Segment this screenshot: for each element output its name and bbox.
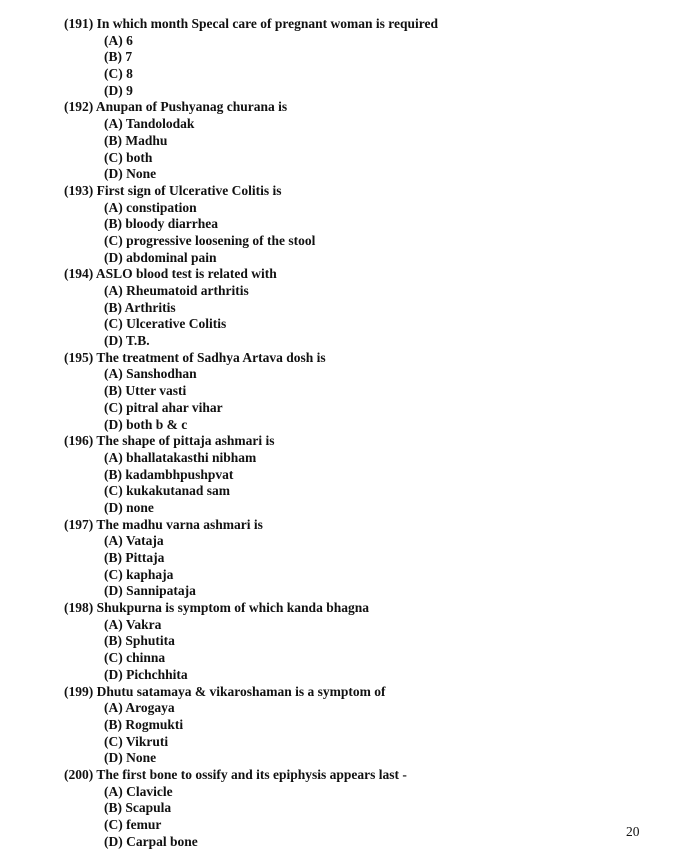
option-b: (B) bloody diarrhea	[104, 216, 219, 232]
question-text: (195) The treatment of Sadhya Artava dosh is	[64, 349, 326, 365]
option-d: (D) T.B.	[104, 333, 150, 349]
question-text: (196) The shape of pittaja ashmari is	[64, 433, 275, 449]
question-191	[64, 16, 664, 99]
question-text: (193) First sign of Ulcerative Colitis is	[64, 182, 282, 198]
option-list	[64, 116, 664, 183]
option-c: (C) both	[104, 149, 153, 165]
question-192	[64, 99, 664, 182]
option-b: (B) Sphutita	[104, 633, 175, 649]
option-c: (C) progressive loosening of the stool	[104, 232, 316, 248]
option-a: (A) Vataja	[104, 533, 164, 549]
option-c: (C) Ulcerative Colitis	[104, 316, 227, 332]
option-b: (B) Pittaja	[104, 550, 165, 565]
option-list	[64, 617, 664, 684]
option-list	[64, 283, 664, 350]
option-a: (A) Tandolodak	[104, 116, 195, 132]
question-196	[64, 433, 664, 516]
question-197	[64, 517, 664, 600]
question-text: (199) Dhutu satamaya & vikaroshaman is a symptom of	[64, 683, 386, 699]
option-a: (A) constipation	[104, 199, 197, 215]
option-a: (A) Clavicle	[104, 783, 173, 799]
question-text: (191) In which month Specal care of pregnant woman is required	[64, 16, 439, 31]
option-b: (B) Utter vasti	[104, 383, 187, 399]
option-b: (B) Scapula	[104, 800, 172, 816]
option-b: (B) Arthritis	[104, 299, 176, 315]
question-193	[64, 183, 664, 266]
option-d: (D) none	[104, 499, 154, 515]
option-d: (D) 9	[104, 82, 133, 98]
option-c: (C) 8	[104, 66, 133, 82]
option-d: (D) None	[104, 166, 157, 182]
question-195	[64, 350, 664, 433]
option-c: (C) femur	[104, 817, 162, 832]
question-198	[64, 600, 664, 683]
option-c: (C) Vikruti	[104, 733, 169, 749]
option-b: (B) kadambhpushpvat	[104, 466, 234, 482]
option-list	[64, 700, 664, 767]
option-list	[64, 533, 664, 600]
option-list	[64, 450, 664, 517]
option-a: (A) Arogaya	[104, 700, 175, 716]
option-d: (D) Pichchhita	[104, 666, 188, 682]
option-list	[64, 200, 664, 267]
option-list	[64, 33, 664, 100]
question-list	[64, 16, 664, 850]
option-a: (A) bhallatakasthi nibham	[104, 449, 257, 465]
option-list	[64, 784, 664, 850]
option-d: (D) None	[104, 750, 157, 766]
question-text: (192) Anupan of Pushyanag churana is	[64, 99, 288, 115]
option-c: (C) kukakutanad sam	[104, 483, 231, 499]
question-text: (200) The first bone to ossify and its epiphysis appears last -	[64, 766, 407, 782]
question-194	[64, 266, 664, 349]
question-text: (194) ASLO blood test is related with	[64, 266, 277, 282]
option-list	[64, 366, 664, 433]
option-c: (C) pitral ahar vihar	[104, 399, 223, 415]
question-200	[64, 767, 664, 850]
option-d: (D) both b & c	[104, 416, 188, 432]
option-d: (D) Sannipataja	[104, 583, 196, 599]
question-text: (198) Shukpurna is symptom of which kanda bhagna	[64, 600, 369, 616]
option-b: (B) 7	[104, 49, 133, 65]
question-text: (197) The madhu varna ashmari is	[64, 516, 263, 532]
option-d: (D) abdominal pain	[104, 249, 217, 265]
option-c: (C) kaphaja	[104, 566, 174, 582]
option-a: (A) Rheumatoid arthritis	[104, 283, 249, 298]
option-b: (B) Rogmukti	[104, 716, 184, 732]
option-a: (A) 6	[104, 32, 133, 48]
option-a: (A) Vakra	[104, 616, 162, 632]
option-b: (B) Madhu	[104, 132, 168, 148]
question-199	[64, 684, 664, 767]
option-a: (A) Sanshodhan	[104, 366, 197, 382]
option-c: (C) chinna	[104, 650, 166, 666]
option-d: (D) Carpal bone	[104, 833, 198, 849]
page-number: 20	[626, 824, 640, 839]
